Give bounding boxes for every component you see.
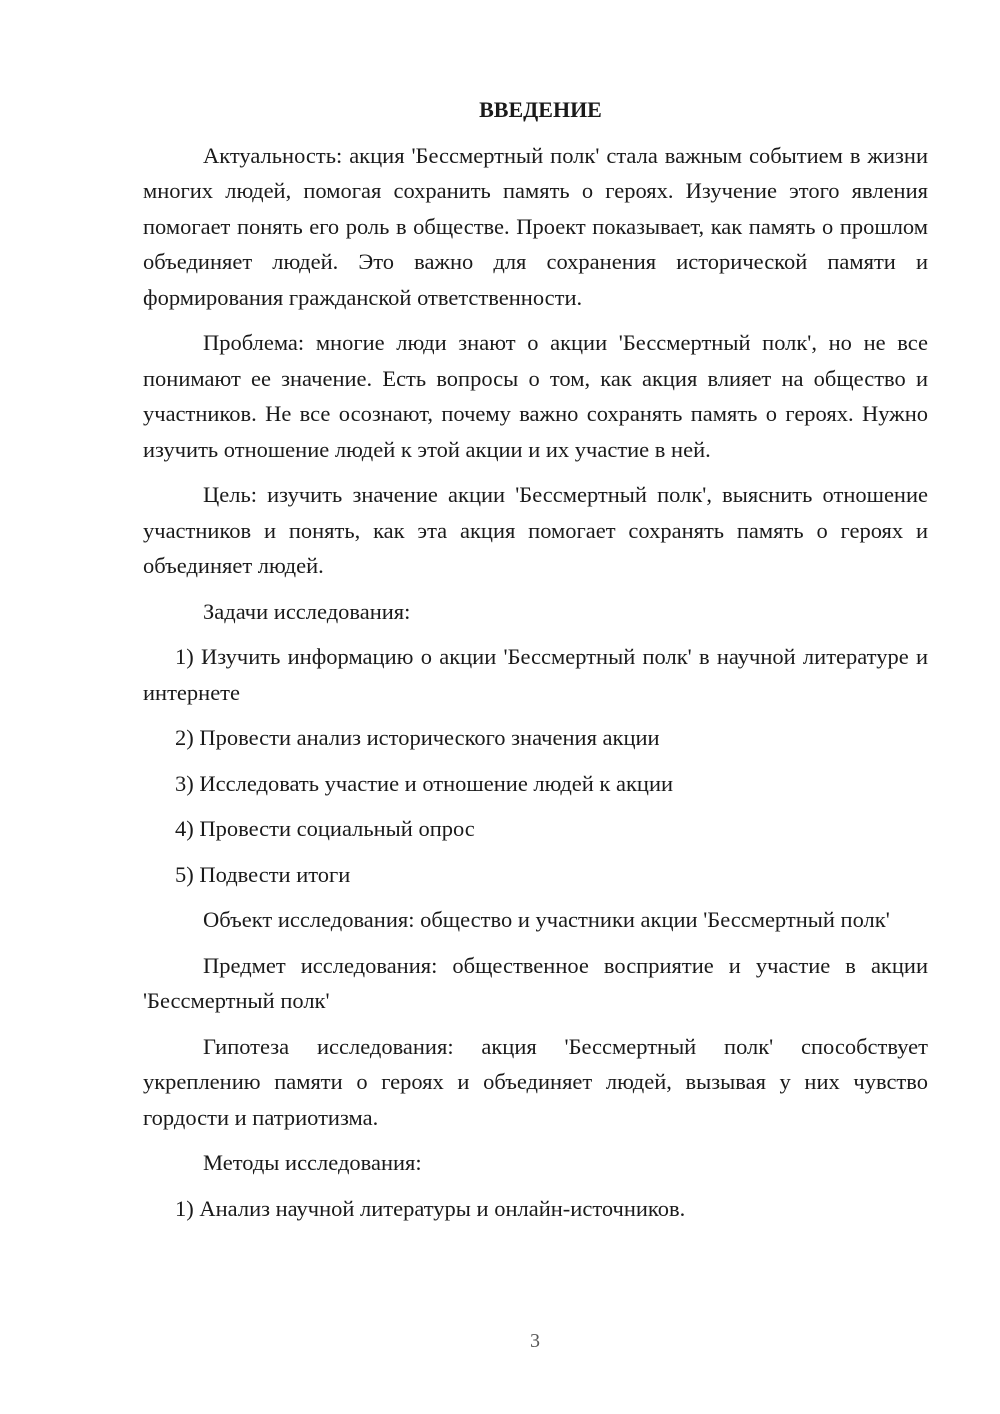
hypothesis-paragraph: Гипотеза исследования: акция 'Бессмертный полк' способствует укреплению памяти о героях и объединяет людей, вызывая у них чувство гордости и патриотизма. (143, 1033, 928, 1130)
problem-paragraph: Проблема: многие люди знают о акции 'Бессмертный полк', но не все понимают ее значение. Есть вопросы о том, как акция влияет на общество и участников. Не все осознают, почему важно сохранять память о героях. Нужно изучить отношение людей к этой акции и их участие в ней. (143, 330, 928, 462)
object-paragraph: Объект исследования: общество и участники акции 'Бессмертный полк' (203, 907, 890, 932)
methods-title: Методы исследования: (203, 1150, 422, 1175)
goal-paragraph: Цель: изучить значение акции 'Бессмертный полк', выяснить отношение участников и понять, как эта акция помогает сохранять память о героях и объединяет людей. (143, 482, 928, 578)
task-item-1: 1) Изучить информацию о акции 'Бессмертный полк' в научной литературе и интернете (143, 644, 928, 705)
task-item-4: 4) Провести социальный опрос (175, 816, 475, 841)
task-item-3: 3) Исследовать участие и отношение людей к акции (175, 770, 674, 796)
relevance-paragraph: Актуальность: акция 'Бессмертный полк' стала важным событием в жизни многих людей, помогая сохранить память о героях. Изучение этого явления помогает понять его роль в обществе. Проект показывает, как память о прошлом объединяет людей. Это важно для сохранения исторической памяти и формирования гражданской ответственности. (143, 142, 928, 310)
task-item-2: 2) Провести анализ исторического значения акции (175, 725, 660, 750)
section-heading: ВВЕДЕНИЕ (479, 97, 602, 122)
method-item-1: 1) Анализ научной литературы и онлайн-источников. (175, 1195, 686, 1221)
document-page (143, 92, 928, 1236)
tasks-title: Задачи исследования: (203, 598, 411, 624)
subject-paragraph: Предмет исследования: общественное восприятие и участие в акции 'Бессмертный полк' (143, 952, 928, 1013)
page-number: 3 (530, 1330, 540, 1352)
task-item-5: 5) Подвести итоги (175, 861, 351, 887)
